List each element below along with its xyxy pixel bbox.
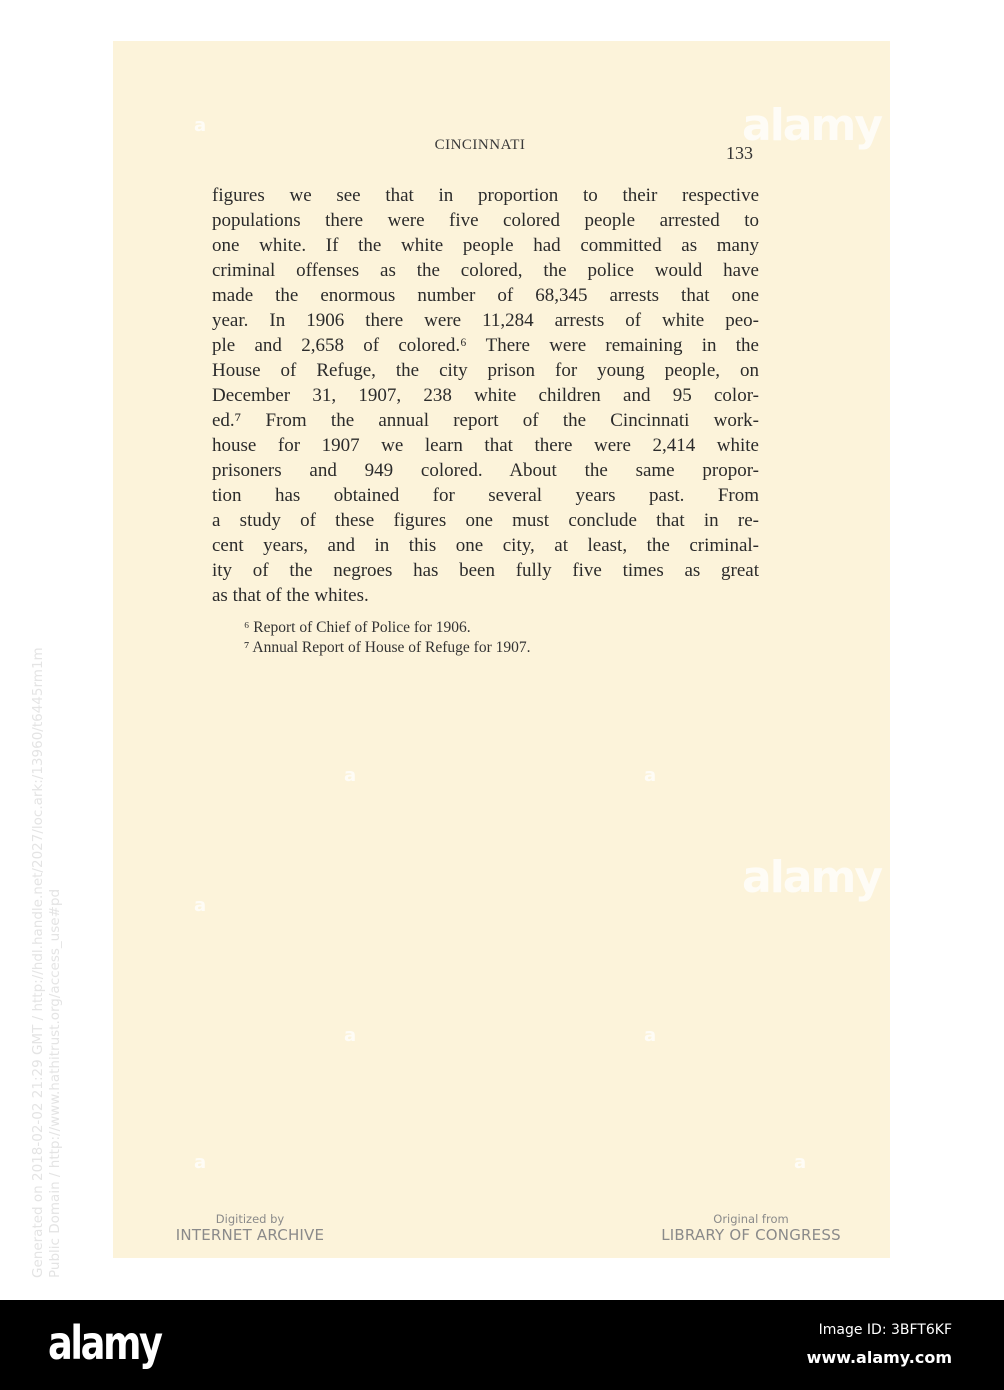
image-id: Image ID: 3BFT6KF	[818, 1322, 952, 1338]
text-line: ple and 2,658 of colored.⁶ There were remaining in the	[212, 335, 759, 356]
alamy-watermark-logo: alamy	[742, 852, 881, 903]
text-line: made the enormous number of 68,345 arrests that one	[212, 285, 759, 306]
credit-digitized-source: INTERNET ARCHIVE	[175, 1226, 325, 1244]
credit-original-label: Original from	[713, 1212, 789, 1226]
footnotes	[244, 618, 531, 658]
text-line: December 31, 1907, 238 white children and 95 color-	[212, 385, 759, 406]
credit-digitized-label: Digitized by	[215, 1212, 285, 1226]
alamy-footer-bar	[0, 1300, 1004, 1390]
alamy-watermark-mark: a	[194, 895, 207, 916]
hathitrust-rights-text: Public Domain / http://www.hathitrust.org/access_use#pd	[47, 888, 63, 1278]
text-line: criminal offenses as the colored, the police would have	[212, 260, 759, 281]
text-line: figures we see that in proportion to their respective	[212, 185, 759, 206]
page-number: 133	[726, 143, 753, 163]
text-line: house for 1907 we learn that there were 2,414 white	[212, 435, 759, 456]
text-line: year. In 1906 there were 11,284 arrests of white peo-	[212, 310, 759, 331]
text-line: a study of these figures one must conclude that in re-	[212, 510, 759, 531]
alamy-watermark-mark: a	[194, 115, 207, 136]
alamy-logo: alamy	[48, 1316, 161, 1370]
text-line: one white. If the white people had committed as many	[212, 235, 759, 256]
text-line: prisoners and 949 colored. About the same propor-	[212, 460, 759, 481]
footnote-7: ⁷ Annual Report of House of Refuge for 1907.	[244, 639, 531, 656]
credit-original-source: LIBRARY OF CONGRESS	[661, 1226, 841, 1244]
text-line: cent years, and in this one city, at least, the criminal-	[212, 535, 759, 556]
alamy-watermark-mark: a	[344, 765, 357, 786]
alamy-watermark-mark: a	[644, 765, 657, 786]
credit-digitized	[160, 1212, 340, 1244]
text-line: House of Refuge, the city prison for young people, on	[212, 360, 759, 381]
text-line: ity of the negroes has been fully five times as great	[212, 560, 759, 581]
alamy-watermark-mark: a	[794, 1152, 807, 1173]
credit-original	[646, 1212, 856, 1244]
text-line: tion has obtained for several years past. From	[212, 485, 759, 506]
hathitrust-generated-text: Generated on 2018-02-02 21:29 GMT / http://hdl.handle.net/2027/loc.ark:/13960/t6445rm1m	[30, 647, 46, 1278]
text-line: ed.⁷ From the annual report of the Cincinnati work-	[212, 410, 759, 431]
alamy-watermark-logo: alamy	[742, 100, 881, 151]
text-line: as that of the whites.	[212, 585, 369, 606]
alamy-url: www.alamy.com	[806, 1348, 952, 1367]
running-head: CINCINNATI	[434, 137, 526, 153]
text-line: populations there were five colored people arrested to	[212, 210, 759, 231]
alamy-watermark-mark: a	[644, 1025, 657, 1046]
body-text	[212, 183, 759, 608]
alamy-watermark-mark: a	[194, 1152, 207, 1173]
footnote-6: ⁶ Report of Chief of Police for 1906.	[244, 619, 471, 636]
alamy-watermark-mark: a	[344, 1025, 357, 1046]
